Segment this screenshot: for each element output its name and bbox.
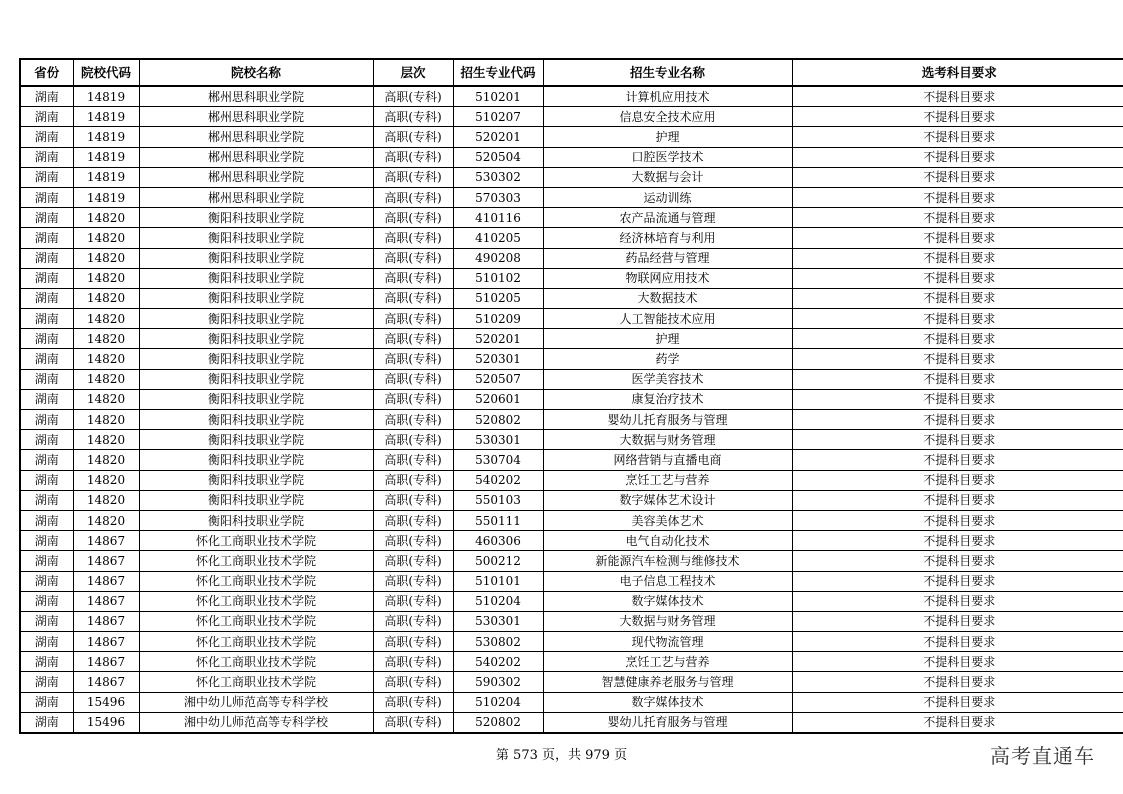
cell-major-code: 510102 [453, 268, 543, 288]
table-row [20, 410, 1123, 430]
cell-level: 高职(专科) [373, 410, 453, 430]
cell-school-code: 14820 [73, 389, 139, 409]
cell-level: 高职(专科) [373, 86, 453, 107]
cell-school-name: 衡阳科技职业学院 [139, 349, 373, 369]
cell-major-name: 物联网应用技术 [543, 268, 792, 288]
cell-subject-requirement: 不提科目要求 [792, 268, 1123, 288]
page-number: 第 573 页，共 979 页 [495, 748, 628, 763]
cell-level: 高职(专科) [373, 672, 453, 692]
cell-level: 高职(专科) [373, 611, 453, 631]
cell-subject-requirement: 不提科目要求 [792, 389, 1123, 409]
cell-school-name: 衡阳科技职业学院 [139, 430, 373, 450]
cell-school-name: 衡阳科技职业学院 [139, 208, 373, 228]
cell-major-name: 烹饪工艺与营养 [543, 470, 792, 490]
cell-subject-requirement: 不提科目要求 [792, 208, 1123, 228]
cell-school-name: 衡阳科技职业学院 [139, 389, 373, 409]
cell-school-code: 14819 [73, 107, 139, 127]
cell-school-code: 14819 [73, 127, 139, 147]
table-row [20, 369, 1123, 389]
cell-level: 高职(专科) [373, 551, 453, 571]
cell-subject-requirement: 不提科目要求 [792, 107, 1123, 127]
cell-province: 湖南 [20, 430, 73, 450]
cell-subject-requirement: 不提科目要求 [792, 632, 1123, 652]
cell-subject-requirement: 不提科目要求 [792, 490, 1123, 510]
cell-school-name: 衡阳科技职业学院 [139, 410, 373, 430]
cell-school-code: 14820 [73, 410, 139, 430]
cell-subject-requirement: 不提科目要求 [792, 692, 1123, 712]
cell-province: 湖南 [20, 309, 73, 329]
cell-level: 高职(专科) [373, 712, 453, 733]
cell-province: 湖南 [20, 510, 73, 530]
cell-level: 高职(专科) [373, 490, 453, 510]
cell-major-name: 网络营销与直播电商 [543, 450, 792, 470]
cell-level: 高职(专科) [373, 470, 453, 490]
table-row [20, 712, 1123, 733]
cell-major-code: 520802 [453, 410, 543, 430]
cell-school-code: 14820 [73, 450, 139, 470]
cell-province: 湖南 [20, 389, 73, 409]
cell-level: 高职(专科) [373, 692, 453, 712]
cell-province: 湖南 [20, 551, 73, 571]
cell-level: 高职(专科) [373, 288, 453, 308]
header-school-code: 院校代码 [73, 59, 139, 86]
cell-school-code: 14820 [73, 430, 139, 450]
table-row [20, 107, 1123, 127]
cell-major-name: 药品经营与管理 [543, 248, 792, 268]
cell-major-name: 婴幼儿托育服务与管理 [543, 712, 792, 733]
table-row [20, 531, 1123, 551]
cell-major-name: 护理 [543, 127, 792, 147]
cell-school-name: 衡阳科技职业学院 [139, 470, 373, 490]
cell-major-code: 510101 [453, 571, 543, 591]
cell-province: 湖南 [20, 329, 73, 349]
cell-school-code: 14820 [73, 228, 139, 248]
cell-major-code: 520802 [453, 712, 543, 733]
cell-province: 湖南 [20, 450, 73, 470]
table-row [20, 510, 1123, 530]
cell-level: 高职(专科) [373, 531, 453, 551]
cell-major-name: 现代物流管理 [543, 632, 792, 652]
cell-school-code: 14820 [73, 248, 139, 268]
table-row [20, 389, 1123, 409]
cell-major-name: 智慧健康养老服务与管理 [543, 672, 792, 692]
cell-major-code: 410116 [453, 208, 543, 228]
cell-major-code: 510204 [453, 591, 543, 611]
cell-school-name: 衡阳科技职业学院 [139, 329, 373, 349]
cell-subject-requirement: 不提科目要求 [792, 571, 1123, 591]
cell-level: 高职(专科) [373, 591, 453, 611]
cell-major-name: 美容美体艺术 [543, 510, 792, 530]
cell-level: 高职(专科) [373, 107, 453, 127]
table-row [20, 208, 1123, 228]
cell-major-name: 运动训练 [543, 187, 792, 207]
cell-subject-requirement: 不提科目要求 [792, 551, 1123, 571]
table-row [20, 187, 1123, 207]
table-row [20, 167, 1123, 187]
cell-level: 高职(专科) [373, 127, 453, 147]
cell-major-name: 经济林培育与利用 [543, 228, 792, 248]
cell-province: 湖南 [20, 369, 73, 389]
table-row [20, 672, 1123, 692]
cell-major-code: 520201 [453, 329, 543, 349]
cell-school-code: 14867 [73, 551, 139, 571]
cell-school-name: 湘中幼儿师范高等专科学校 [139, 712, 373, 733]
cell-province: 湖南 [20, 349, 73, 369]
cell-level: 高职(专科) [373, 309, 453, 329]
cell-level: 高职(专科) [373, 349, 453, 369]
cell-subject-requirement: 不提科目要求 [792, 349, 1123, 369]
cell-major-name: 人工智能技术应用 [543, 309, 792, 329]
cell-school-name: 怀化工商职业技术学院 [139, 551, 373, 571]
cell-province: 湖南 [20, 531, 73, 551]
cell-major-name: 口腔医学技术 [543, 147, 792, 167]
cell-province: 湖南 [20, 268, 73, 288]
cell-level: 高职(专科) [373, 389, 453, 409]
cell-major-name: 大数据与财务管理 [543, 611, 792, 631]
cell-province: 湖南 [20, 632, 73, 652]
cell-major-name: 新能源汽车检测与维修技术 [543, 551, 792, 571]
cell-level: 高职(专科) [373, 329, 453, 349]
header-major-name: 招生专业名称 [543, 59, 792, 86]
cell-school-name: 郴州思科职业学院 [139, 167, 373, 187]
cell-subject-requirement: 不提科目要求 [792, 147, 1123, 167]
cell-school-code: 14820 [73, 309, 139, 329]
cell-subject-requirement: 不提科目要求 [792, 510, 1123, 530]
cell-school-name: 郴州思科职业学院 [139, 187, 373, 207]
cell-school-name: 衡阳科技职业学院 [139, 490, 373, 510]
cell-major-code: 530301 [453, 430, 543, 450]
cell-school-code: 15496 [73, 712, 139, 733]
cell-school-code: 14820 [73, 369, 139, 389]
cell-major-name: 婴幼儿托育服务与管理 [543, 410, 792, 430]
cell-level: 高职(专科) [373, 147, 453, 167]
cell-major-code: 460306 [453, 531, 543, 551]
cell-major-code: 410205 [453, 228, 543, 248]
cell-province: 湖南 [20, 591, 73, 611]
table-row [20, 349, 1123, 369]
table-row [20, 228, 1123, 248]
cell-level: 高职(专科) [373, 167, 453, 187]
cell-subject-requirement: 不提科目要求 [792, 248, 1123, 268]
cell-subject-requirement: 不提科目要求 [792, 430, 1123, 450]
table-row [20, 430, 1123, 450]
cell-subject-requirement: 不提科目要求 [792, 329, 1123, 349]
table-row [20, 470, 1123, 490]
cell-major-name: 电子信息工程技术 [543, 571, 792, 591]
cell-major-name: 数字媒体技术 [543, 692, 792, 712]
table-body [20, 86, 1123, 733]
cell-province: 湖南 [20, 611, 73, 631]
cell-major-name: 大数据技术 [543, 288, 792, 308]
cell-major-name: 电气自动化技术 [543, 531, 792, 551]
cell-major-code: 530302 [453, 167, 543, 187]
cell-level: 高职(专科) [373, 369, 453, 389]
cell-major-code: 520201 [453, 127, 543, 147]
cell-school-code: 14819 [73, 86, 139, 107]
cell-major-name: 农产品流通与管理 [543, 208, 792, 228]
cell-subject-requirement: 不提科目要求 [792, 167, 1123, 187]
cell-school-name: 怀化工商职业技术学院 [139, 652, 373, 672]
cell-subject-requirement: 不提科目要求 [792, 288, 1123, 308]
header-school-name: 院校名称 [139, 59, 373, 86]
table-row [20, 551, 1123, 571]
cell-school-name: 衡阳科技职业学院 [139, 228, 373, 248]
cell-level: 高职(专科) [373, 208, 453, 228]
cell-school-name: 湘中幼儿师范高等专科学校 [139, 692, 373, 712]
table-row [20, 571, 1123, 591]
cell-school-name: 衡阳科技职业学院 [139, 288, 373, 308]
table-row [20, 86, 1123, 107]
cell-major-name: 康复治疗技术 [543, 389, 792, 409]
cell-subject-requirement: 不提科目要求 [792, 531, 1123, 551]
cell-school-code: 14820 [73, 470, 139, 490]
header-subject-requirement: 选考科目要求 [792, 59, 1123, 86]
cell-subject-requirement: 不提科目要求 [792, 652, 1123, 672]
cell-major-code: 590302 [453, 672, 543, 692]
cell-level: 高职(专科) [373, 510, 453, 530]
cell-province: 湖南 [20, 490, 73, 510]
cell-subject-requirement: 不提科目要求 [792, 187, 1123, 207]
cell-province: 湖南 [20, 187, 73, 207]
cell-level: 高职(专科) [373, 430, 453, 450]
header-province: 省份 [20, 59, 73, 86]
cell-school-code: 14867 [73, 571, 139, 591]
cell-school-code: 14820 [73, 288, 139, 308]
cell-major-code: 570303 [453, 187, 543, 207]
cell-major-code: 520504 [453, 147, 543, 167]
cell-subject-requirement: 不提科目要求 [792, 712, 1123, 733]
cell-major-code: 530802 [453, 632, 543, 652]
cell-major-code: 540202 [453, 652, 543, 672]
cell-school-code: 14820 [73, 349, 139, 369]
table-row [20, 450, 1123, 470]
cell-school-code: 14820 [73, 510, 139, 530]
cell-school-code: 14819 [73, 167, 139, 187]
cell-major-name: 大数据与财务管理 [543, 430, 792, 450]
cell-school-name: 怀化工商职业技术学院 [139, 591, 373, 611]
cell-province: 湖南 [20, 208, 73, 228]
cell-subject-requirement: 不提科目要求 [792, 470, 1123, 490]
cell-major-name: 信息安全技术应用 [543, 107, 792, 127]
cell-school-name: 怀化工商职业技术学院 [139, 632, 373, 652]
table-row [20, 591, 1123, 611]
cell-school-code: 14867 [73, 591, 139, 611]
table-header-row [20, 59, 1123, 86]
cell-school-code: 14820 [73, 329, 139, 349]
cell-major-name: 医学美容技术 [543, 369, 792, 389]
cell-school-code: 14819 [73, 187, 139, 207]
cell-subject-requirement: 不提科目要求 [792, 309, 1123, 329]
cell-school-name: 怀化工商职业技术学院 [139, 571, 373, 591]
table-row [20, 692, 1123, 712]
cell-school-name: 衡阳科技职业学院 [139, 450, 373, 470]
cell-school-name: 衡阳科技职业学院 [139, 248, 373, 268]
cell-province: 湖南 [20, 248, 73, 268]
cell-school-code: 14867 [73, 531, 139, 551]
cell-subject-requirement: 不提科目要求 [792, 86, 1123, 107]
cell-subject-requirement: 不提科目要求 [792, 450, 1123, 470]
cell-major-code: 520507 [453, 369, 543, 389]
cell-major-code: 510201 [453, 86, 543, 107]
cell-major-name: 计算机应用技术 [543, 86, 792, 107]
cell-province: 湖南 [20, 692, 73, 712]
cell-province: 湖南 [20, 167, 73, 187]
table-row [20, 490, 1123, 510]
cell-school-name: 怀化工商职业技术学院 [139, 611, 373, 631]
cell-major-name: 数字媒体艺术设计 [543, 490, 792, 510]
cell-major-code: 550103 [453, 490, 543, 510]
cell-school-name: 衡阳科技职业学院 [139, 510, 373, 530]
cell-school-name: 怀化工商职业技术学院 [139, 672, 373, 692]
table-row [20, 652, 1123, 672]
cell-school-name: 郴州思科职业学院 [139, 107, 373, 127]
table-row [20, 268, 1123, 288]
cell-major-name: 数字媒体技术 [543, 591, 792, 611]
cell-school-name: 郴州思科职业学院 [139, 127, 373, 147]
cell-province: 湖南 [20, 652, 73, 672]
cell-province: 湖南 [20, 470, 73, 490]
cell-subject-requirement: 不提科目要求 [792, 127, 1123, 147]
cell-school-name: 衡阳科技职业学院 [139, 268, 373, 288]
cell-school-name: 郴州思科职业学院 [139, 147, 373, 167]
cell-school-code: 14820 [73, 208, 139, 228]
cell-province: 湖南 [20, 127, 73, 147]
cell-subject-requirement: 不提科目要求 [792, 228, 1123, 248]
cell-school-code: 14820 [73, 490, 139, 510]
cell-level: 高职(专科) [373, 632, 453, 652]
cell-level: 高职(专科) [373, 450, 453, 470]
cell-subject-requirement: 不提科目要求 [792, 611, 1123, 631]
cell-school-name: 郴州思科职业学院 [139, 86, 373, 107]
cell-province: 湖南 [20, 571, 73, 591]
table-row [20, 611, 1123, 631]
cell-major-code: 510204 [453, 692, 543, 712]
cell-major-code: 490208 [453, 248, 543, 268]
cell-school-name: 衡阳科技职业学院 [139, 309, 373, 329]
cell-major-name: 烹饪工艺与营养 [543, 652, 792, 672]
cell-subject-requirement: 不提科目要求 [792, 369, 1123, 389]
cell-province: 湖南 [20, 712, 73, 733]
cell-level: 高职(专科) [373, 248, 453, 268]
table-row [20, 147, 1123, 167]
header-level: 层次 [373, 59, 453, 86]
cell-level: 高职(专科) [373, 187, 453, 207]
cell-major-name: 药学 [543, 349, 792, 369]
cell-level: 高职(专科) [373, 268, 453, 288]
cell-major-code: 510207 [453, 107, 543, 127]
cell-level: 高职(专科) [373, 571, 453, 591]
cell-subject-requirement: 不提科目要求 [792, 410, 1123, 430]
cell-school-name: 衡阳科技职业学院 [139, 369, 373, 389]
cell-level: 高职(专科) [373, 228, 453, 248]
table-row [20, 248, 1123, 268]
cell-school-code: 14867 [73, 611, 139, 631]
cell-school-code: 14867 [73, 652, 139, 672]
cell-school-code: 14820 [73, 268, 139, 288]
watermark-logo-text: 高考直通车 [990, 744, 1095, 768]
header-major-code: 招生专业代码 [453, 59, 543, 86]
cell-major-code: 530704 [453, 450, 543, 470]
cell-province: 湖南 [20, 86, 73, 107]
cell-major-code: 520301 [453, 349, 543, 369]
cell-major-code: 530301 [453, 611, 543, 631]
cell-school-code: 14867 [73, 632, 139, 652]
cell-major-code: 520601 [453, 389, 543, 409]
cell-major-code: 510209 [453, 309, 543, 329]
table-row [20, 288, 1123, 308]
cell-level: 高职(专科) [373, 652, 453, 672]
cell-school-name: 怀化工商职业技术学院 [139, 531, 373, 551]
table-row [20, 329, 1123, 349]
cell-province: 湖南 [20, 107, 73, 127]
cell-school-code: 15496 [73, 692, 139, 712]
cell-school-code: 14867 [73, 672, 139, 692]
cell-school-code: 14819 [73, 147, 139, 167]
table-row [20, 127, 1123, 147]
cell-major-code: 540202 [453, 470, 543, 490]
table-row [20, 632, 1123, 652]
cell-subject-requirement: 不提科目要求 [792, 672, 1123, 692]
cell-subject-requirement: 不提科目要求 [792, 591, 1123, 611]
cell-province: 湖南 [20, 228, 73, 248]
cell-major-code: 510205 [453, 288, 543, 308]
cell-major-code: 500212 [453, 551, 543, 571]
cell-province: 湖南 [20, 288, 73, 308]
cell-major-code: 550111 [453, 510, 543, 530]
cell-major-name: 大数据与会计 [543, 167, 792, 187]
cell-province: 湖南 [20, 672, 73, 692]
cell-major-name: 护理 [543, 329, 792, 349]
table-row [20, 309, 1123, 329]
cell-province: 湖南 [20, 147, 73, 167]
cell-province: 湖南 [20, 410, 73, 430]
admission-table [19, 58, 1123, 734]
